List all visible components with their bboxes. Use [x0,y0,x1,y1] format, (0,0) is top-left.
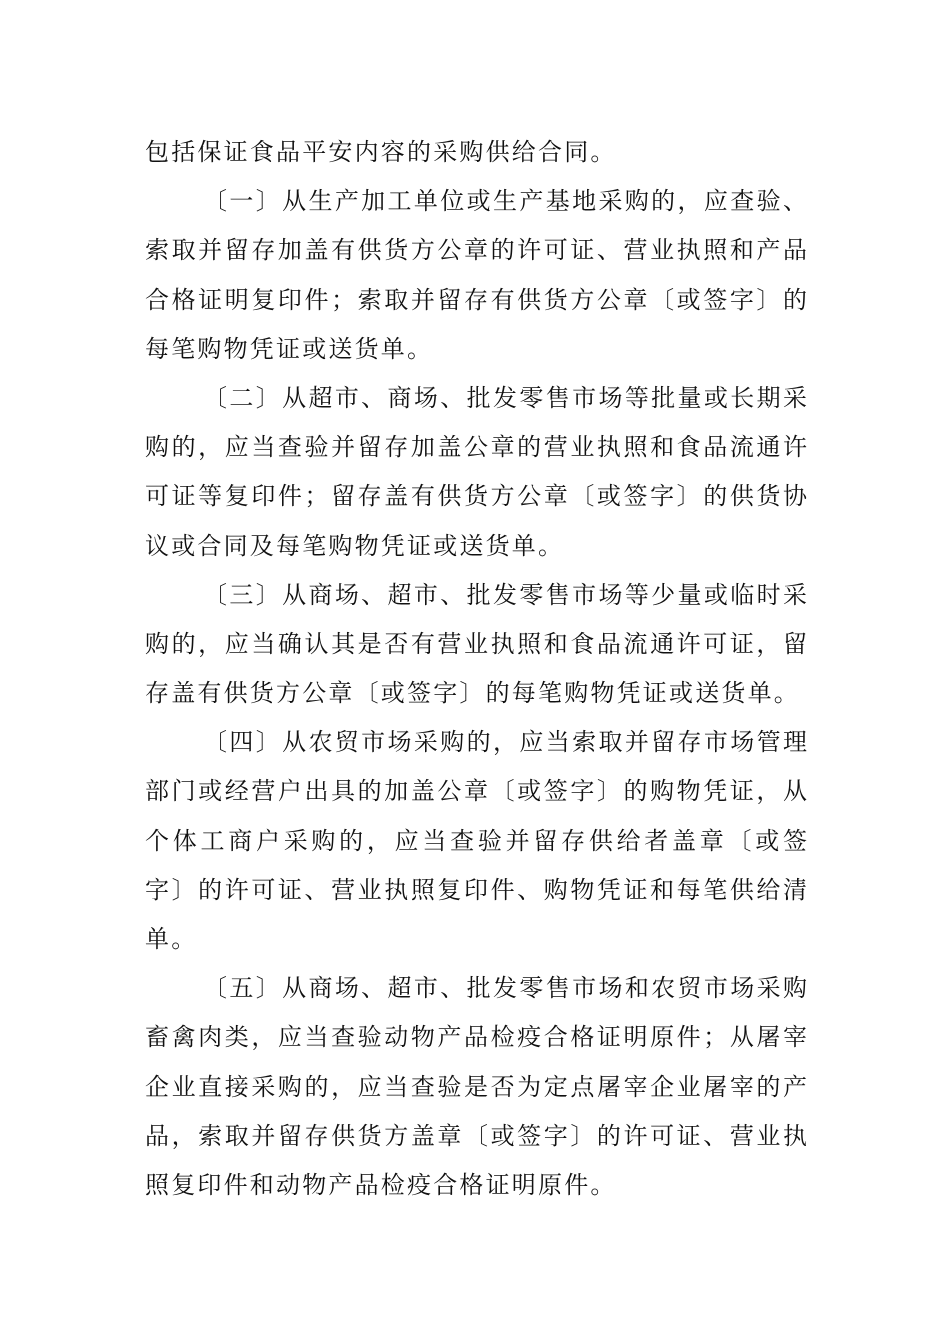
paragraph-1-line: 每笔购物凭证或送货单。 [145,334,434,363]
paragraph-3-line: 购的，应当确认其是否有营业执照和食品流通许可证，留 [145,629,807,658]
paragraph-2-line: 议或合同及每笔购物凭证或送货单。 [145,531,565,560]
paragraph-4-line: 个体工商户采购的，应当查验并留存供给者盖章〔或签 [145,826,807,855]
paragraph-1-line: 〔一〕从生产加工单位或生产基地采购的，应查验、 [203,187,807,216]
paragraph-2-line: 可证等复印件；留存盖有供货方公章〔或签字〕的供货协 [145,482,807,511]
paragraph-3-line: 〔三〕从商场、超市、批发零售市场等少量或临时采 [203,580,807,609]
paragraph-1-line: 索取并留存加盖有供货方公章的许可证、营业执照和产品 [145,236,807,265]
paragraph-5-line: 企业直接采购的，应当查验是否为定点屠宰企业屠宰的产 [145,1072,807,1101]
paragraph-4-line: 〔四〕从农贸市场采购的，应当索取并留存市场管理 [203,728,807,757]
document-body [145,128,807,1210]
paragraph-5-line: 畜禽肉类，应当查验动物产品检疫合格证明原件；从屠宰 [145,1023,807,1052]
paragraph-2-line: 购的，应当查验并留存加盖公章的营业执照和食品流通许 [145,433,807,462]
text-line: 包括保证食品平安内容的采购供给合同。 [145,138,617,166]
paragraph-1-line: 合格证明复印件；索取并留存有供货方公章〔或签字〕的 [145,285,807,314]
paragraph-5-line: 品，索取并留存供货方盖章〔或签字〕的许可证、营业执 [145,1121,807,1150]
paragraph-4-line: 部门或经营户出具的加盖公章〔或签字〕的购物凭证，从 [145,777,807,806]
paragraph-2-line: 〔二〕从超市、商场、批发零售市场等批量或长期采 [203,383,807,412]
paragraph-5-line: 照复印件和动物产品检疫合格证明原件。 [145,1170,617,1199]
paragraph-3-line: 存盖有供货方公章〔或签字〕的每笔购物凭证或送货单。 [145,679,800,708]
paragraph-4-line: 字〕的许可证、营业执照复印件、购物凭证和每笔供给清 [145,875,807,904]
paragraph-5-line: 〔五〕从商场、超市、批发零售市场和农贸市场采购 [203,974,807,1003]
paragraph-4-line: 单。 [145,925,198,953]
